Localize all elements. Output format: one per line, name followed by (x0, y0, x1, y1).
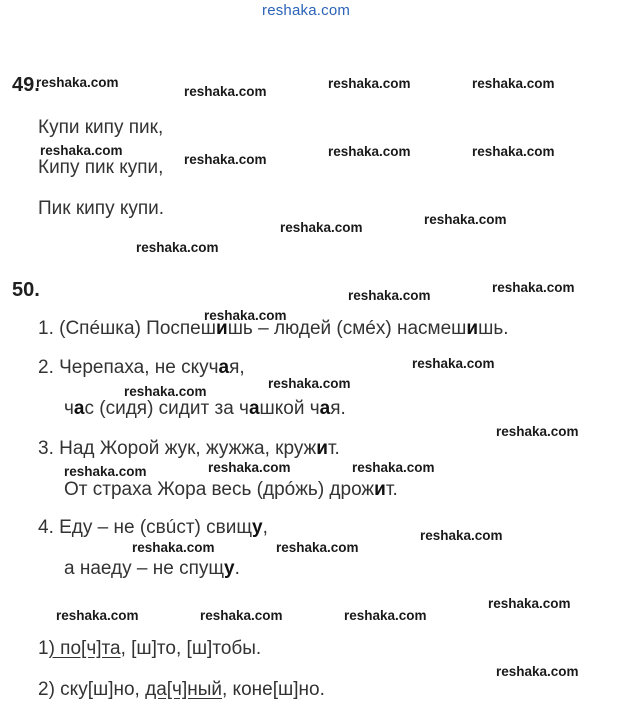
ex50-line-5: От страха Жора весь (дрóжь) дрожит. (64, 479, 398, 500)
watermark: reshaka.com (200, 608, 283, 623)
watermark: reshaka.com (268, 376, 351, 391)
ex50-line-3: час (сидя) сидит за чашкой чая. (64, 398, 346, 419)
stressed-letter: а (73, 398, 85, 419)
underlined-word: да[ч]ный (145, 679, 222, 700)
stressed-letter: и (216, 318, 228, 339)
watermark: reshaka.com (328, 144, 411, 159)
watermark: reshaka.com (488, 596, 571, 611)
underlined-word: ) по[ч]та (48, 638, 121, 659)
watermark: reshaka.com (492, 280, 575, 295)
stressed-letter: а (218, 357, 230, 378)
watermark: reshaka.com (280, 220, 363, 235)
watermark: reshaka.com (412, 356, 495, 371)
ex49-line-2: Кипу пик купи, (38, 157, 164, 178)
stressed-letter: и (466, 318, 479, 339)
watermark: reshaka.com (40, 143, 123, 158)
watermark: reshaka.com (184, 84, 267, 99)
stressed-letter: и (316, 438, 328, 459)
watermark: reshaka.com (56, 608, 139, 623)
answer-line-2: 2) ску[ш]но, да[ч]ный, коне[ш]но. (38, 679, 325, 700)
watermark: reshaka.com (424, 212, 507, 227)
watermark: reshaka.com (472, 76, 555, 91)
watermark: reshaka.com (184, 152, 267, 167)
watermark: reshaka.com (276, 540, 359, 555)
watermark: reshaka.com (132, 540, 215, 555)
ex50-line-1: 1. (Спéшка) Поспешишь – людей (смéх) насмешишь. (38, 318, 509, 339)
watermark: reshaka.com (496, 424, 579, 439)
watermark: reshaka.com (124, 384, 207, 399)
ex49-line-1: Купи кипу пик, (38, 117, 164, 138)
stressed-letter: у (251, 517, 263, 538)
answer-line-1: 1) по[ч]та, [ш]то, [ш]тобы. (38, 638, 262, 659)
watermark: reshaka.com (472, 144, 555, 159)
stressed-letter: у (224, 558, 235, 579)
ex50-line-4: 3. Над Жорой жук, жужжа, кружит. (38, 438, 340, 459)
watermark: reshaka.com (204, 308, 287, 323)
watermark: reshaka.com (348, 288, 431, 303)
ex50-line-6: 4. Еду – не (свúст) свищу, (38, 517, 268, 538)
watermark: reshaka.com (328, 76, 411, 91)
stressed-letter: и (374, 479, 386, 500)
watermark: reshaka.com (208, 460, 291, 475)
ex49-line-3: Пик кипу купи. (38, 198, 165, 219)
watermark: reshaka.com (496, 664, 579, 679)
exercise-50-number: 50. (12, 279, 40, 301)
watermark: reshaka.com (36, 75, 119, 90)
stressed-letter: а (319, 398, 331, 419)
watermark: reshaka.com (344, 608, 427, 623)
ex50-line-2: 2. Черепаха, не скучая, (38, 357, 245, 378)
site-header-link[interactable]: reshaka.com (262, 2, 351, 19)
watermark: reshaka.com (64, 464, 147, 479)
stressed-letter: а (248, 398, 260, 419)
exercise-49-number: 49. (12, 74, 40, 96)
watermark: reshaka.com (420, 528, 503, 543)
ex50-line-7: а наеду – не спущу. (64, 558, 240, 579)
watermark: reshaka.com (136, 240, 219, 255)
watermark: reshaka.com (352, 460, 435, 475)
